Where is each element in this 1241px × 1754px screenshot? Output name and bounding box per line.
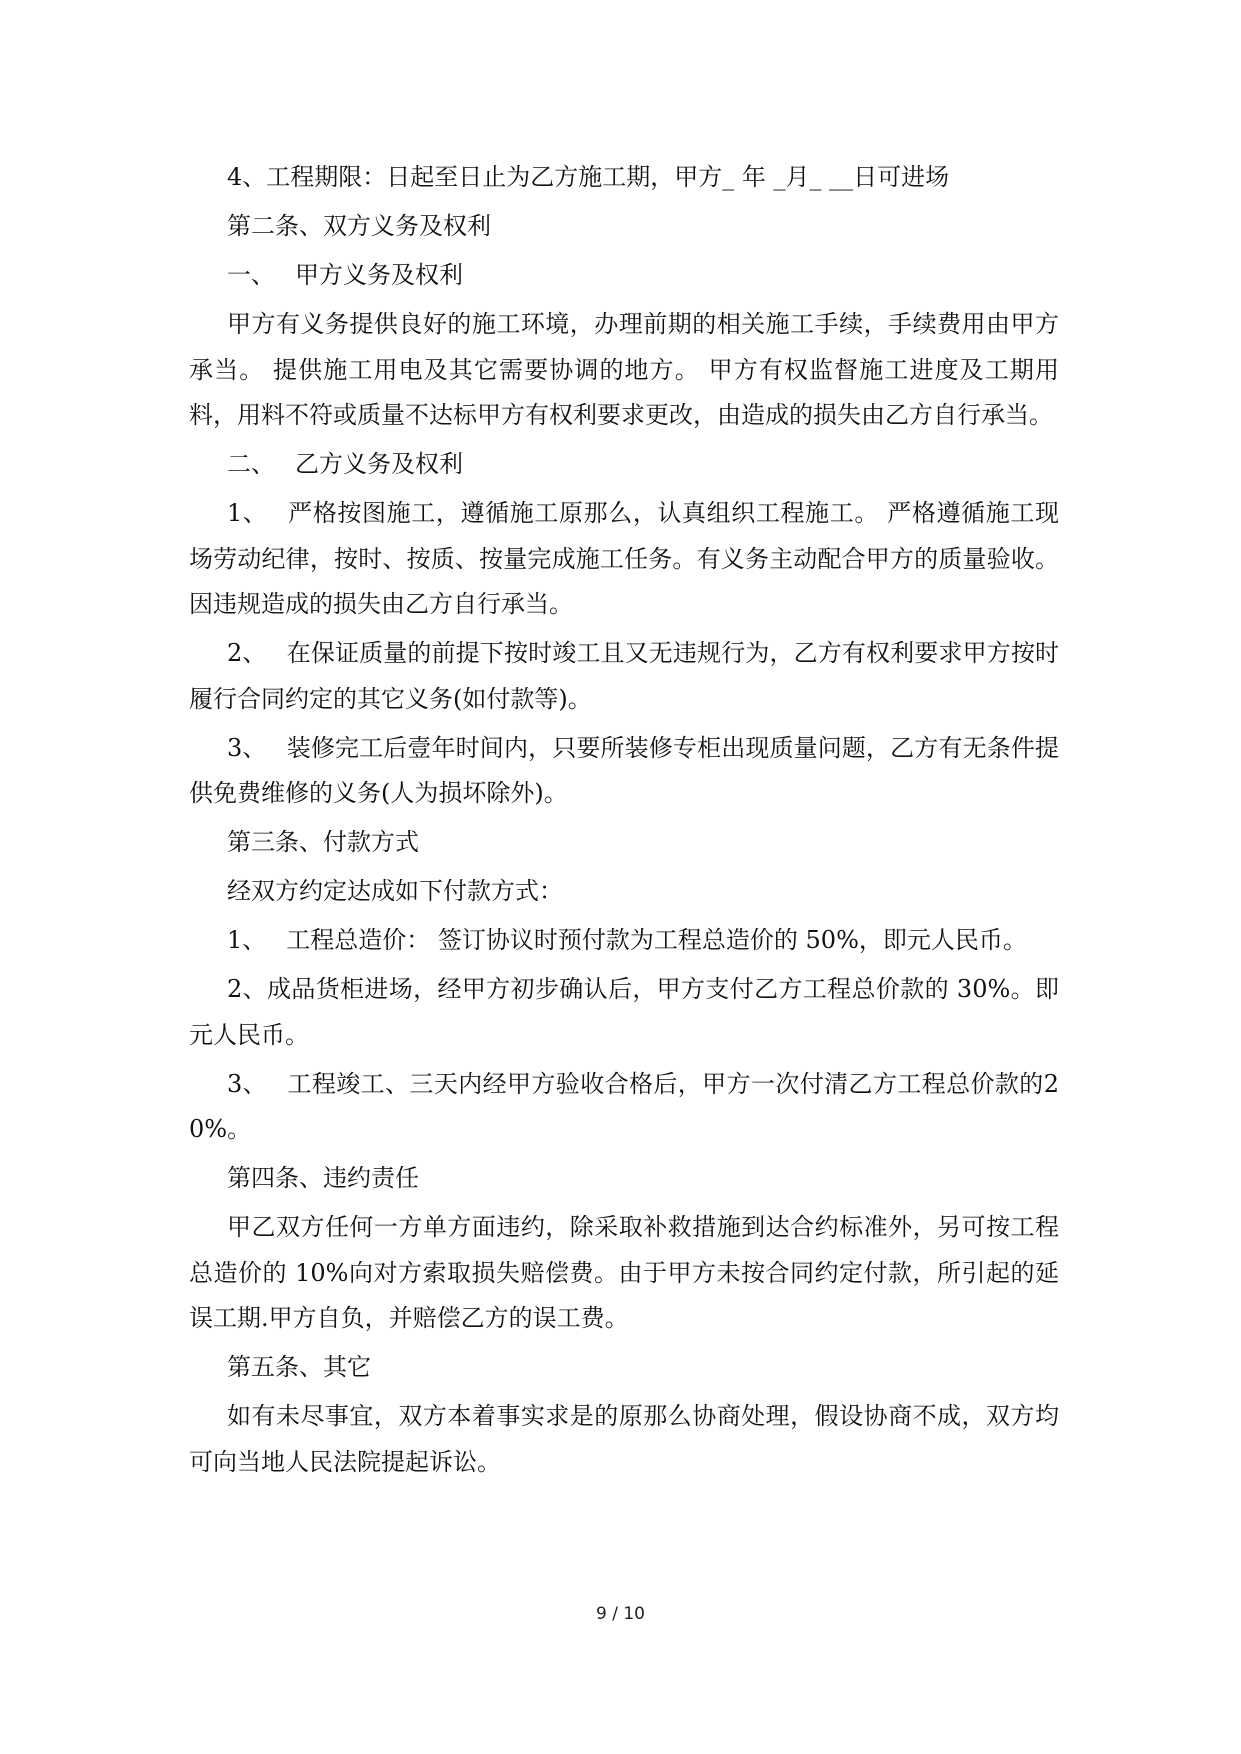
paragraph-text: 第二条、双方义务及权利 (227, 212, 491, 240)
item-prefix: 3、 (227, 733, 267, 762)
paragraph-payment-item-3 (189, 1062, 1059, 1153)
paragraph-text: 4、工程期限：日起至日止为乙方施工期，甲方_ 年 _月_ __日可进场 (227, 163, 950, 191)
paragraph-text: 乙方义务及权利 (295, 450, 463, 478)
heading-article-3 (189, 820, 1059, 866)
paragraph-payment-item-2 (189, 967, 1059, 1058)
paragraph-text: 甲方有义务提供良好的施工环境，办理前期的相关施工手续，手续费用由甲方承当。 提供施工用电及其它需要协调的地方。 甲方有权监督施工进度及工期用料，用料不符或质量不达标甲方有权利要求更改，由造成的损失由乙方自行承当。 (189, 310, 1059, 429)
item-prefix: 一、 (227, 261, 275, 289)
subheading-party-a (189, 253, 1059, 299)
item-prefix: 1、 (227, 926, 267, 954)
document-body (189, 155, 1059, 1489)
paragraph-party-b-item-2 (189, 631, 1059, 722)
paragraph-text: 工程总造价： 签订协议时预付款为工程总造价的 50%，即元人民币。 (286, 926, 1027, 954)
paragraph-party-b-item-3 (189, 726, 1059, 817)
paragraph-party-a-duties (189, 302, 1059, 439)
paragraph-project-term (189, 155, 1059, 201)
paragraph-text: 如有未尽事宜，双方本着事实求是的原那么协商处理，假设协商不成，双方均可向当地人民法院提起诉讼。 (189, 1402, 1059, 1476)
paragraph-text: 工程竣工、三天内经甲方验收合格后，甲方一次付清乙方工程总价款的20%。 (189, 1069, 1059, 1143)
paragraph-payment-intro (189, 869, 1059, 915)
paragraph-breach (189, 1205, 1059, 1342)
item-prefix: 3、 (227, 1069, 268, 1098)
heading-article-4 (189, 1156, 1059, 1202)
paragraph-text: 在保证质量的前提下按时竣工且又无违规行为，乙方有权利要求甲方按时履行合同约定的其它义务(如付款等)。 (189, 639, 1060, 713)
page-number: 9 / 10 (596, 1604, 645, 1624)
heading-article-2 (189, 204, 1059, 250)
paragraph-text: 甲方义务及权利 (295, 261, 463, 289)
paragraph-text: 甲乙双方任何一方单方面违约，除采取补救措施到达合约标准外，另可按工程总造价的 10%向对方索取损失赔偿费。由于甲方未按合同约定付款，所引起的延误工期.甲方自负，并赔偿乙方的误工费。 (189, 1213, 1059, 1332)
item-prefix: 2、 (227, 639, 267, 667)
paragraph-text: 装修完工后壹年时间内，只要所装修专柜出现质量问题，乙方有无条件提供免费维修的义务(人为损坏除外)。 (189, 733, 1060, 807)
paragraph-text: 经双方约定达成如下付款方式： (227, 877, 563, 905)
subheading-party-b (189, 442, 1059, 488)
item-prefix: 二、 (227, 450, 275, 478)
paragraph-text: 严格按图施工，遵循施工原那么，认真组织工程施工。 严格遵循施工现场劳动纪律，按时、按质、按量完成施工任务。有义务主动配合甲方的质量验收。因违规造成的损失由乙方自行承当。 (189, 499, 1059, 618)
paragraph-text: 第三条、付款方式 (227, 828, 419, 856)
paragraph-payment-item-1 (189, 918, 1059, 964)
paragraph-other (189, 1394, 1059, 1485)
item-prefix: 1、 (227, 499, 268, 527)
paragraph-text: 第四条、违约责任 (227, 1164, 419, 1192)
paragraph-party-b-item-1 (189, 491, 1059, 628)
heading-article-5 (189, 1345, 1059, 1391)
paragraph-text: 第五条、其它 (227, 1353, 371, 1381)
paragraph-text: 2、成品货柜进场，经甲方初步确认后，甲方支付乙方工程总价款的 30%。即元人民币。 (189, 975, 1059, 1049)
